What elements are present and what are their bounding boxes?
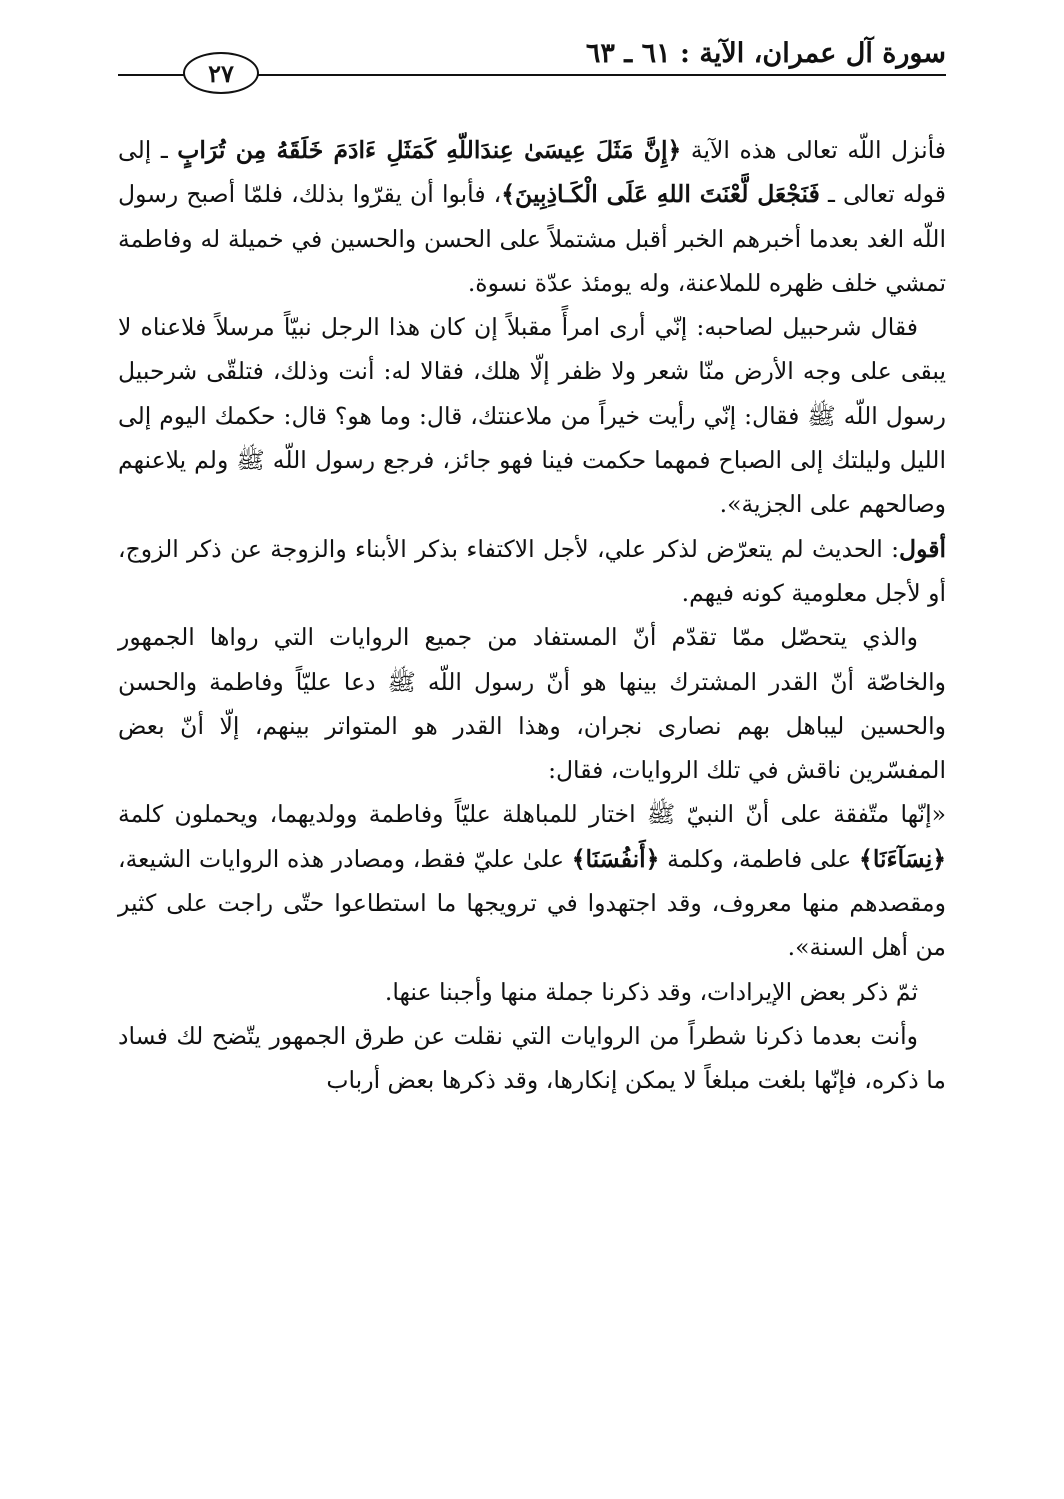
running-header-title: سورة آل عمران، الآية : ٦١ ـ ٦٣ [585, 38, 946, 69]
quran-verse: ﴿إِنَّ مَثَلَ عِيسَىٰ عِندَاللّهِ كَمَثَلِ ءَادَمَ خَلَقَهُ مِن تُرَابٍ [177, 136, 682, 164]
text-run: ـ إلى قوله تعالى ـ [118, 136, 946, 209]
page-body [118, 128, 946, 1103]
text-run: «إنّها متّفقة على أنّ النبيّ ﷺ اختار للمباهلة عليّاً وفاطمة وولديهما، ويحملون كلمة [118, 800, 946, 829]
quran-word: ﴿أَنفُسَنَا﴾ [571, 844, 660, 873]
text-run: على فاطمة، وكلمة [659, 844, 860, 873]
quran-word: ﴿نِسَآءَنَا﴾ [859, 844, 947, 873]
paragraph-3 [118, 527, 946, 616]
page-number-badge [183, 52, 259, 94]
text-run: علىٰ عليّ فقط، ومصادر هذه الروايات الشيعة، ومقصدهم منها معروف، وقد اجتهدوا في ترويجها ما استطاعوا حتّى راجت على كثير من أهل السنة». [118, 844, 946, 962]
paragraph-4: والذي يتحصّل ممّا تقدّم أنّ المستفاد من جميع الروايات التي رواها الجمهور والخاصّة أنّ القدر المشترك بينها هو أنّ رسول اللّه ﷺ دعا عليّاً وفاطمة والحسن والحسين ليباهل بهم نصارى نجران، وهذا القدر هو المتواتر بينهم، إلّا أنّ بعض المفسّرين ناقش في تلك الروايات، فقال: [118, 623, 946, 785]
text-run: فأنزل اللّه تعالى هذه الآية [681, 136, 946, 164]
paragraph-1 [118, 128, 946, 305]
paragraph-2: فقال شرحبيل لصاحبه: إنّي أرى امرأً مقبلاً إن كان هذا الرجل نبيّاً مرسلاً فلاعناه لا يبقى على وجه الأرض منّا شعر ولا ظفر إلّا هلك، فقالا له: أنت وذلك، فتلقّى شرحبيل رسول اللّه ﷺ فقال: إنّي رأيت خيراً من ملاعنتك، قال: وما هو؟ قال: حكمك اليوم إلى الليل وليلتك إلى الصباح فمهما حكمت فينا فهو جائز، فرجع رسول اللّه ﷺ ولم يلاعنهم وصالحهم على الجزية». [118, 313, 946, 519]
quran-verse: فَنَجْعَل لَّعْنَتَ اللهِ عَلَى الْكَـاذِبِينَ﴾ [501, 180, 820, 209]
paragraph-5 [118, 792, 946, 969]
paragraph-7: وأنت بعدما ذكرنا شطراً من الروايات التي نقلت عن طرق الجمهور يتّضح لك فساد ما ذكره، فإنّها بلغت مبلغاً لا يمكن إنكارها، وقد ذكرها بعض أرباب [118, 1021, 946, 1095]
text-run: : الحديث لم يتعرّض لذكر علي، لأجل الاكتفاء بذكر الأبناء والزوجة عن ذكر الزوج، أو لأجل معلومية كونه فيهم. [118, 534, 946, 607]
aqulu-lead: أقول [899, 534, 946, 563]
paragraph-6: ثمّ ذكر بعض الإيرادات، وقد ذكرنا جملة منها وأجبنا عنها. [384, 977, 918, 1006]
text-run: ، فأبوا أن يقرّوا بذلك، فلمّا أصبح رسول اللّه الغد بعدما أخبرهم الخبر أقبل مشتملاً على الحسن والحسين في خميلة له وفاطمة تمشي خلف ظهره للملاعنة، وله يومئذ عدّة نسوة. [118, 180, 946, 297]
page-number: ٢٧ [208, 58, 234, 88]
